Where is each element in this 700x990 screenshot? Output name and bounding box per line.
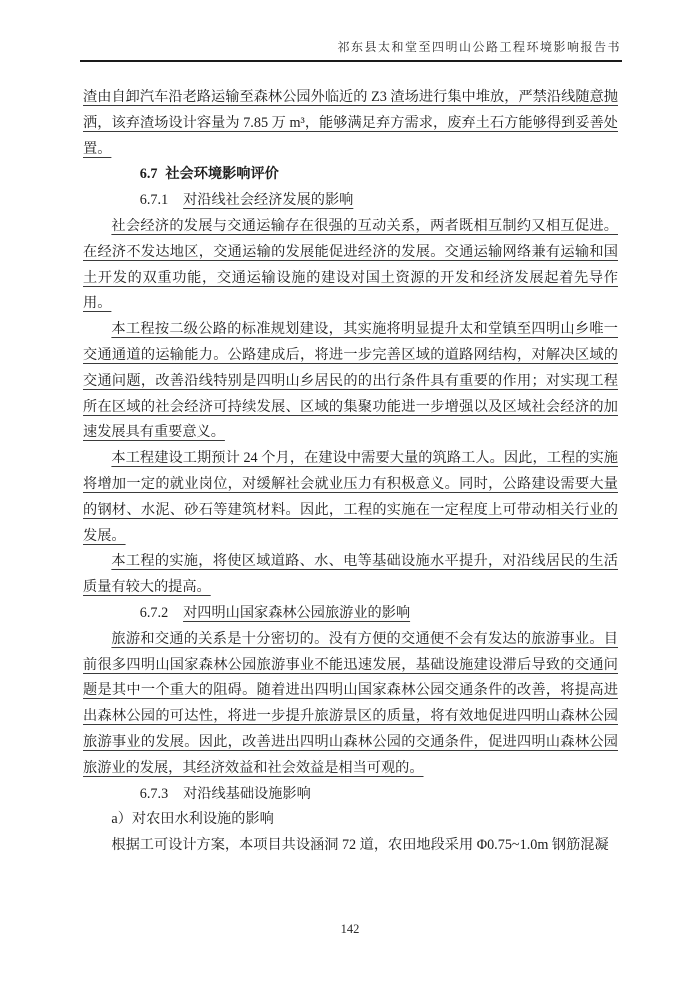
section-6-7-number: 6.7	[139, 166, 158, 183]
document-body	[83, 85, 618, 859]
section-heading-6-7-3	[83, 782, 618, 808]
section-6-7-1-number: 6.7.1	[139, 192, 169, 209]
section-6-7-3-number: 6.7.3	[139, 785, 169, 802]
paragraph: 旅游和交通的关系是十分密切的。没有方便的交通便不会有发达的旅游事业。目前很多四明山国家森林公园旅游事业不能迅速发展，基础设施建设滞后导致的交通问题是其中一个重大的阻碍。随着进出四明山国家森林公园交通条件的改善，将提高进出森林公园的可达性，将进一步提升旅游景区的质量，将有效地促进四明山森林公园旅游事业的发展。因此，改善进出四明山森林公园的交通条件，促进四明山森林公园旅游业的发展，其经济效益和社会效益是相当可观的。	[83, 630, 618, 776]
paragraph: 根据工可设计方案，本项目共设涵洞 72 道，农田地段采用 Φ0.75~1.0m 钢筋混凝	[111, 837, 609, 854]
paragraph: 本工程建设工期预计 24 个月，在建设中需要大量的筑路工人。因此，工程的实施将增加一定的就业岗位，对缓解社会就业压力有积极意义。同时，公路建设需要大量的钢材、水泥、砂石等建筑材料。因此，工程的实施在一定程度上可带动相关行业的发展。	[83, 450, 618, 544]
section-heading-6-7-2	[83, 601, 618, 627]
section-6-7-2-number: 6.7.2	[139, 604, 169, 621]
paragraph: 社会经济的发展与交通运输存在很强的互动关系，两者既相互制约又相互促进。在经济不发达地区，交通运输的发展能促进经济的发展。交通运输网络兼有运输和国土开发的双重功能，交通运输设施的建设对国土资源的开发和经济发展起着先导作用。	[83, 217, 618, 312]
section-6-7-1-title: 对沿线社会经济发展的影响	[183, 192, 354, 209]
section-6-7-title: 社会环境影响评价	[165, 166, 279, 183]
header-rule	[80, 60, 622, 62]
section-heading-6-7	[83, 162, 618, 188]
section-heading-6-7-1	[83, 188, 618, 214]
paragraph: 本工程的实施，将使区域道路、水、电等基础设施水平提升，对沿线居民的生活质量有较大的提高。	[83, 553, 618, 596]
section-6-7-2-title: 对四明山国家森林公园旅游业的影响	[183, 604, 411, 621]
section-6-7-3-title: 对沿线基础设施影响	[183, 785, 311, 802]
paragraph: 本工程按二级公路的标准规划建设，其实施将明显提升太和堂镇至四明山乡唯一交通通道的运输能力。公路建成后，将进一步完善区域的道路网结构，对解决区域的交通问题，改善沿线特别是四明山乡居民的的出行条件具有重要的作用；对实现工程所在区域的社会经济可持续发展、区域的集聚功能进一步增强以及区域社会经济的加速发展具有重要意义。	[83, 321, 618, 441]
subsection-a-heading: a）对农田水利设施的影响	[111, 811, 274, 828]
page-number: 142	[340, 922, 360, 936]
continuation-paragraph: 渣由自卸汽车沿老路运输至森林公园外临近的 Z3 渣场进行集中堆放，严禁沿线随意抛洒，该弃渣场设计容量为 7.85 万 m³，能够满足弃方需求，废弃土石方能够得到妥善处置。	[83, 89, 618, 157]
running-header-title: 祁东县太和堂至四明山公路工程环境影响报告书	[337, 40, 621, 54]
